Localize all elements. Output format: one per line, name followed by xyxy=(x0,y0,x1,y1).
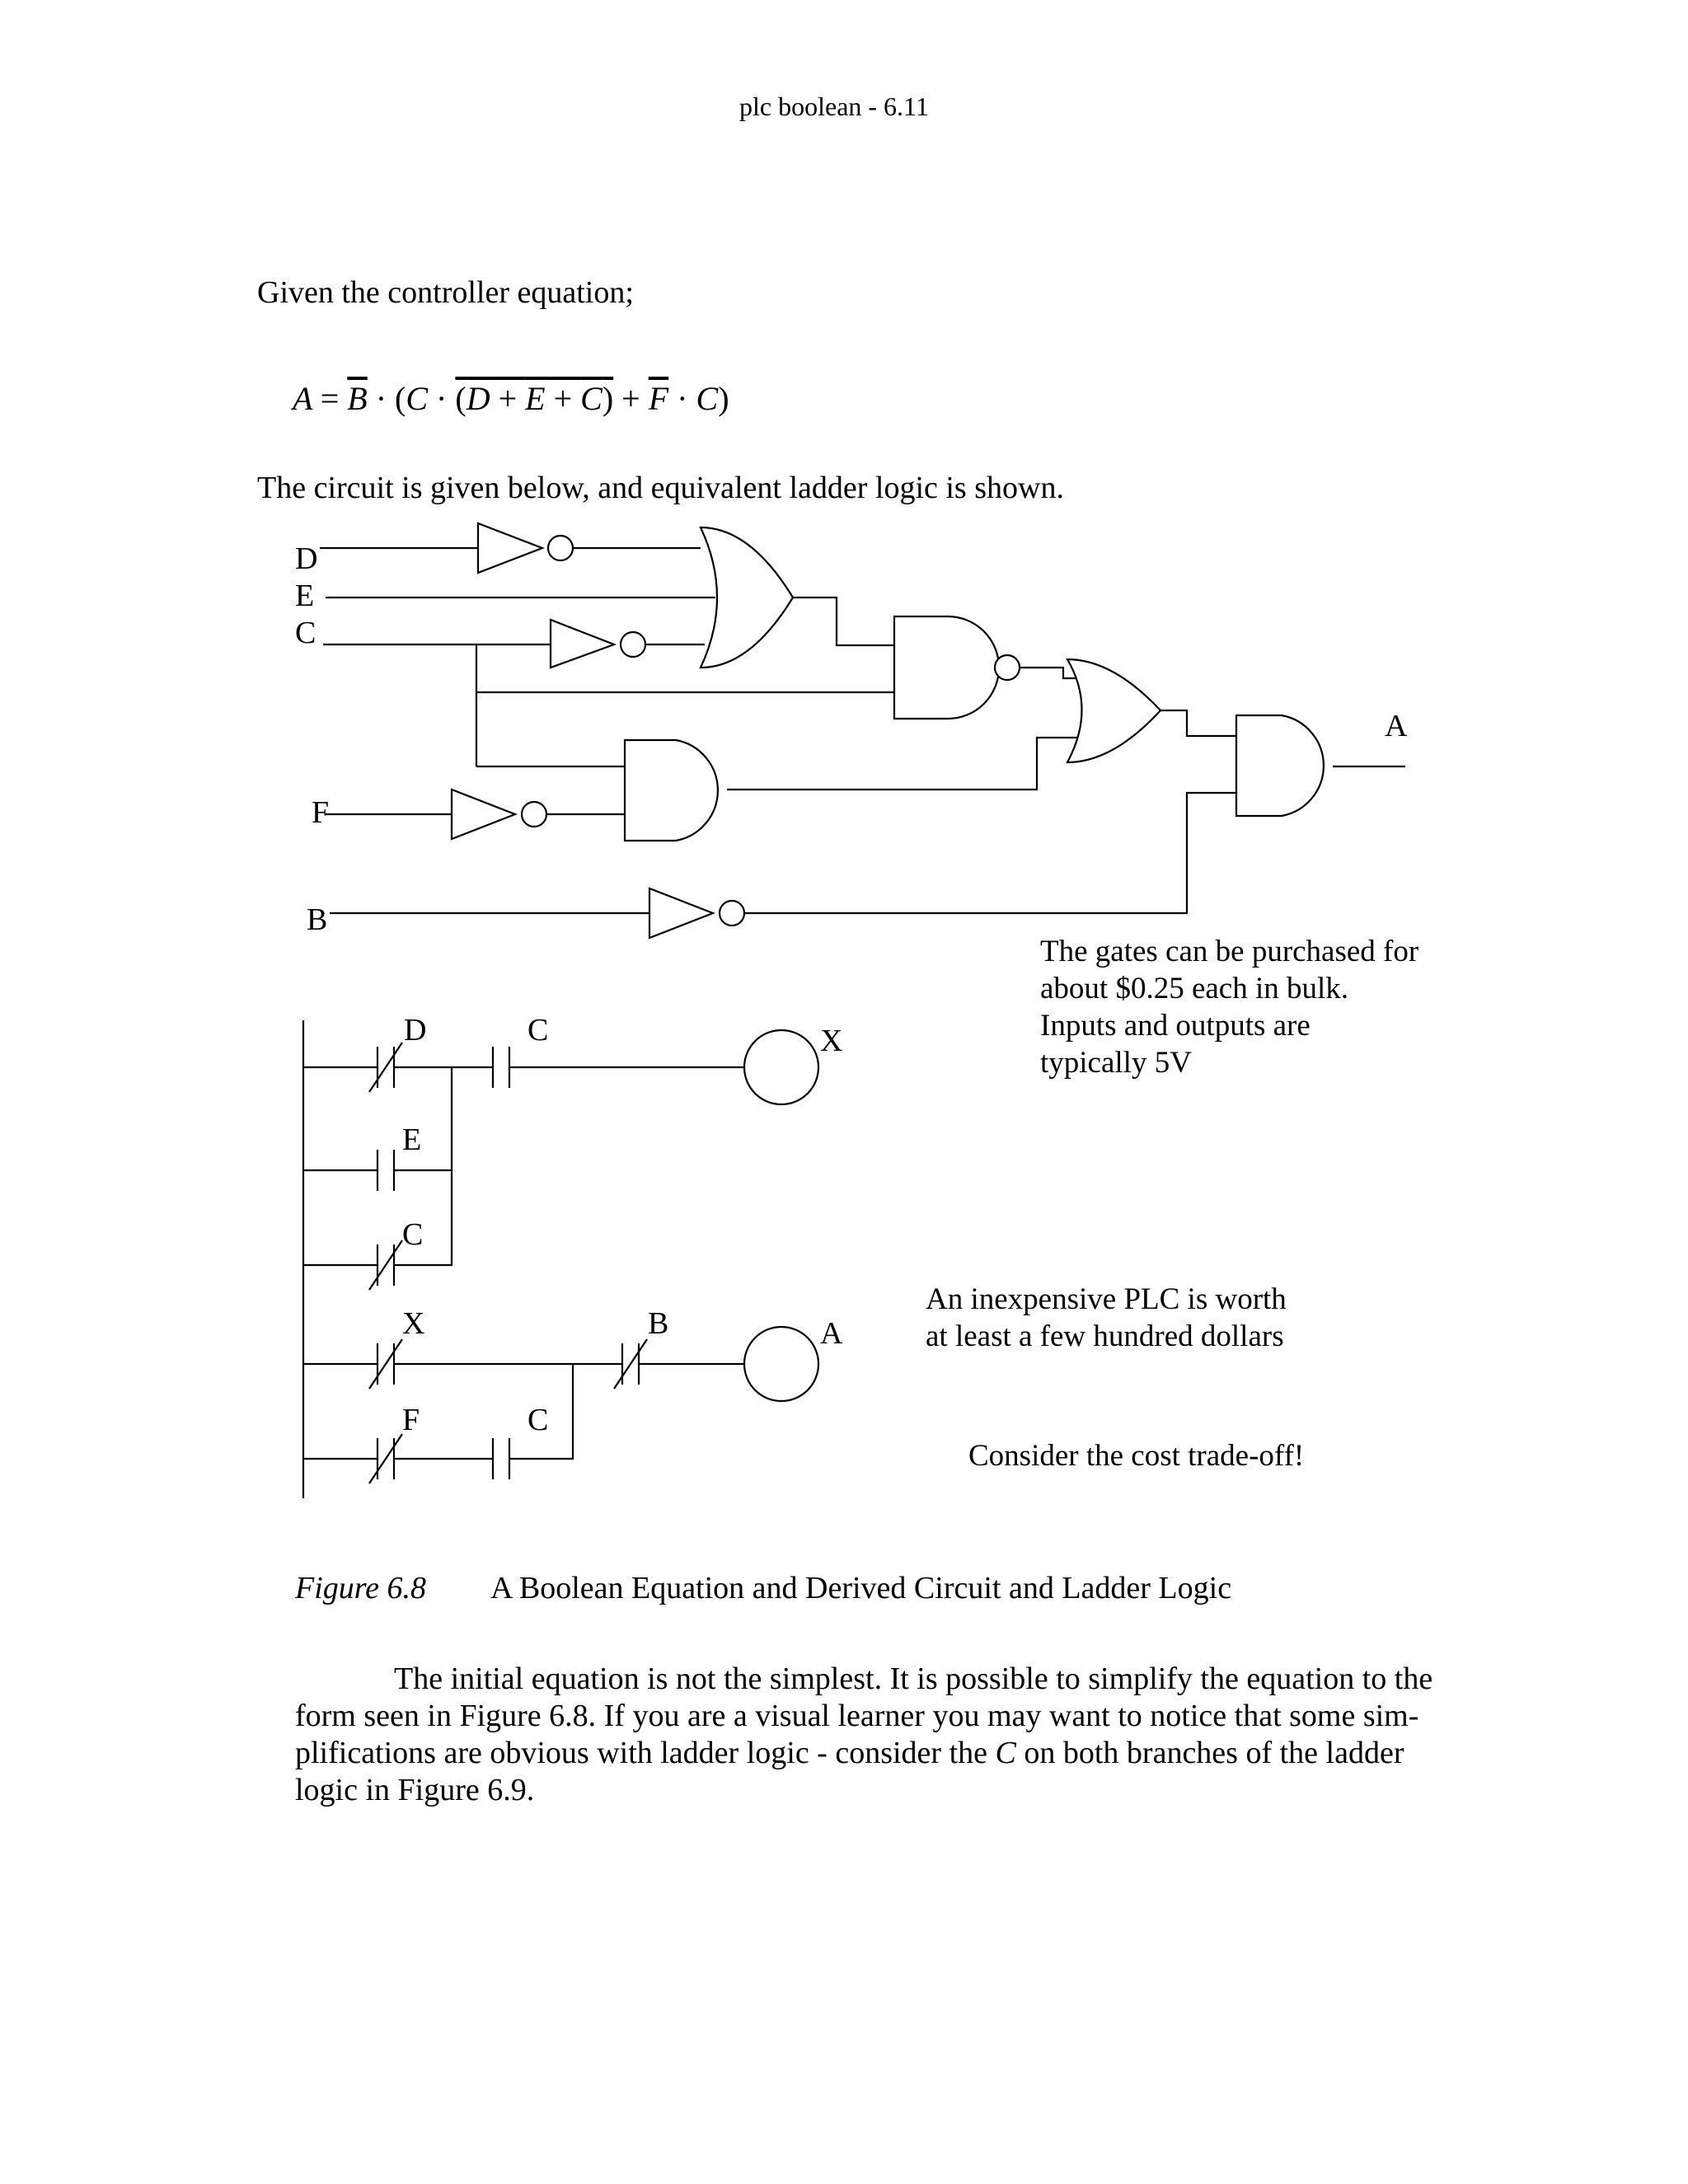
plc-note-line1: An inexpensive PLC is worth xyxy=(926,1282,1287,1316)
eq-e: E xyxy=(525,380,546,417)
body-text-italic-c: C xyxy=(995,1736,1016,1770)
coil-a xyxy=(744,1327,818,1401)
eq-c2: C xyxy=(696,380,719,417)
contact-label-d: D xyxy=(404,1013,427,1047)
gates-note-line2: about $0.25 each in bulk. xyxy=(1040,972,1349,1005)
contact-label-c2: C xyxy=(528,1403,549,1437)
eq-b-bar: $\overline{B}$ xyxy=(347,380,368,417)
plc-note-line2: at least a few hundred dollars xyxy=(926,1319,1284,1353)
contact-label-f: F xyxy=(402,1403,420,1437)
inverter-c xyxy=(551,620,614,668)
figure-caption: A Boolean Equation and Derived Circuit and Ladder Logic xyxy=(490,1571,1232,1605)
circuit-intro-text: The circuit is given below, and equivalent ladder logic is shown. xyxy=(257,471,1064,505)
input-label-f: F xyxy=(312,795,330,830)
eq-d-bar: D xyxy=(466,380,490,417)
contact-label-b: B xyxy=(648,1306,669,1341)
eq-f-bar: $\overline{F}$ xyxy=(648,380,669,417)
eq-equals: = xyxy=(320,380,340,417)
running-header: plc boolean - 6.11 xyxy=(739,91,929,121)
eq-c1: C xyxy=(406,380,429,417)
logic-circuit xyxy=(295,523,1408,938)
eq-dot3: · xyxy=(668,380,696,417)
coil-x xyxy=(744,1030,818,1104)
eq-group-close: ) xyxy=(602,380,614,417)
contact-label-x: X xyxy=(402,1306,425,1341)
or-gate-2 xyxy=(1067,659,1160,762)
contact-label-c1: C xyxy=(528,1013,549,1047)
coil-label-x: X xyxy=(820,1024,843,1058)
eq-dot2: · xyxy=(428,380,456,417)
inverter-d xyxy=(478,523,542,573)
eq-group-open: ( xyxy=(455,380,467,417)
input-label-c: C xyxy=(295,616,316,650)
eq-c-bar: C xyxy=(580,380,603,417)
eq-lhs: A xyxy=(293,380,312,417)
contact-label-e: E xyxy=(402,1122,422,1157)
gates-note-line4: typically 5V xyxy=(1040,1046,1192,1080)
intro-text: Given the controller equation; xyxy=(257,275,634,310)
eq-close: ) xyxy=(718,380,729,417)
input-label-b: B xyxy=(307,902,328,937)
and-gate-2 xyxy=(625,740,718,841)
inverter-f xyxy=(452,790,515,839)
figure-label: Figure 6.8 xyxy=(295,1571,427,1605)
gates-note-line3: Inputs and outputs are xyxy=(1040,1009,1311,1043)
eq-dot1: · ( xyxy=(367,380,406,417)
body-text-a: The initial equation is not the simplest. It is possible to simplify the equation to the form seen in Figure 6.8. If you are a visual learner you may want to notice that some sim-plifications are obvious with ladder logic - consider the xyxy=(295,1661,1433,1770)
input-label-e: E xyxy=(295,579,315,613)
eq-plus3: + xyxy=(613,380,649,417)
tradeoff-note: Consider the cost trade-off! xyxy=(968,1439,1305,1473)
output-label-a: A xyxy=(1385,709,1408,743)
input-label-d: D xyxy=(295,541,318,576)
contact-label-c-bar: C xyxy=(402,1217,424,1252)
nand-gate xyxy=(894,616,999,719)
body-text-b: on both branches of the ladder logic in Figure 6.9. xyxy=(295,1736,1404,1807)
eq-plus1: + xyxy=(490,380,526,417)
coil-label-a: A xyxy=(820,1316,843,1351)
inverter-b xyxy=(649,888,713,938)
gates-note-line1: The gates can be purchased for xyxy=(1040,935,1419,968)
ladder-logic xyxy=(303,1013,843,1498)
and-gate-3 xyxy=(1236,715,1324,816)
eq-plus2: + xyxy=(545,380,581,417)
body-paragraph xyxy=(295,1661,1457,1809)
